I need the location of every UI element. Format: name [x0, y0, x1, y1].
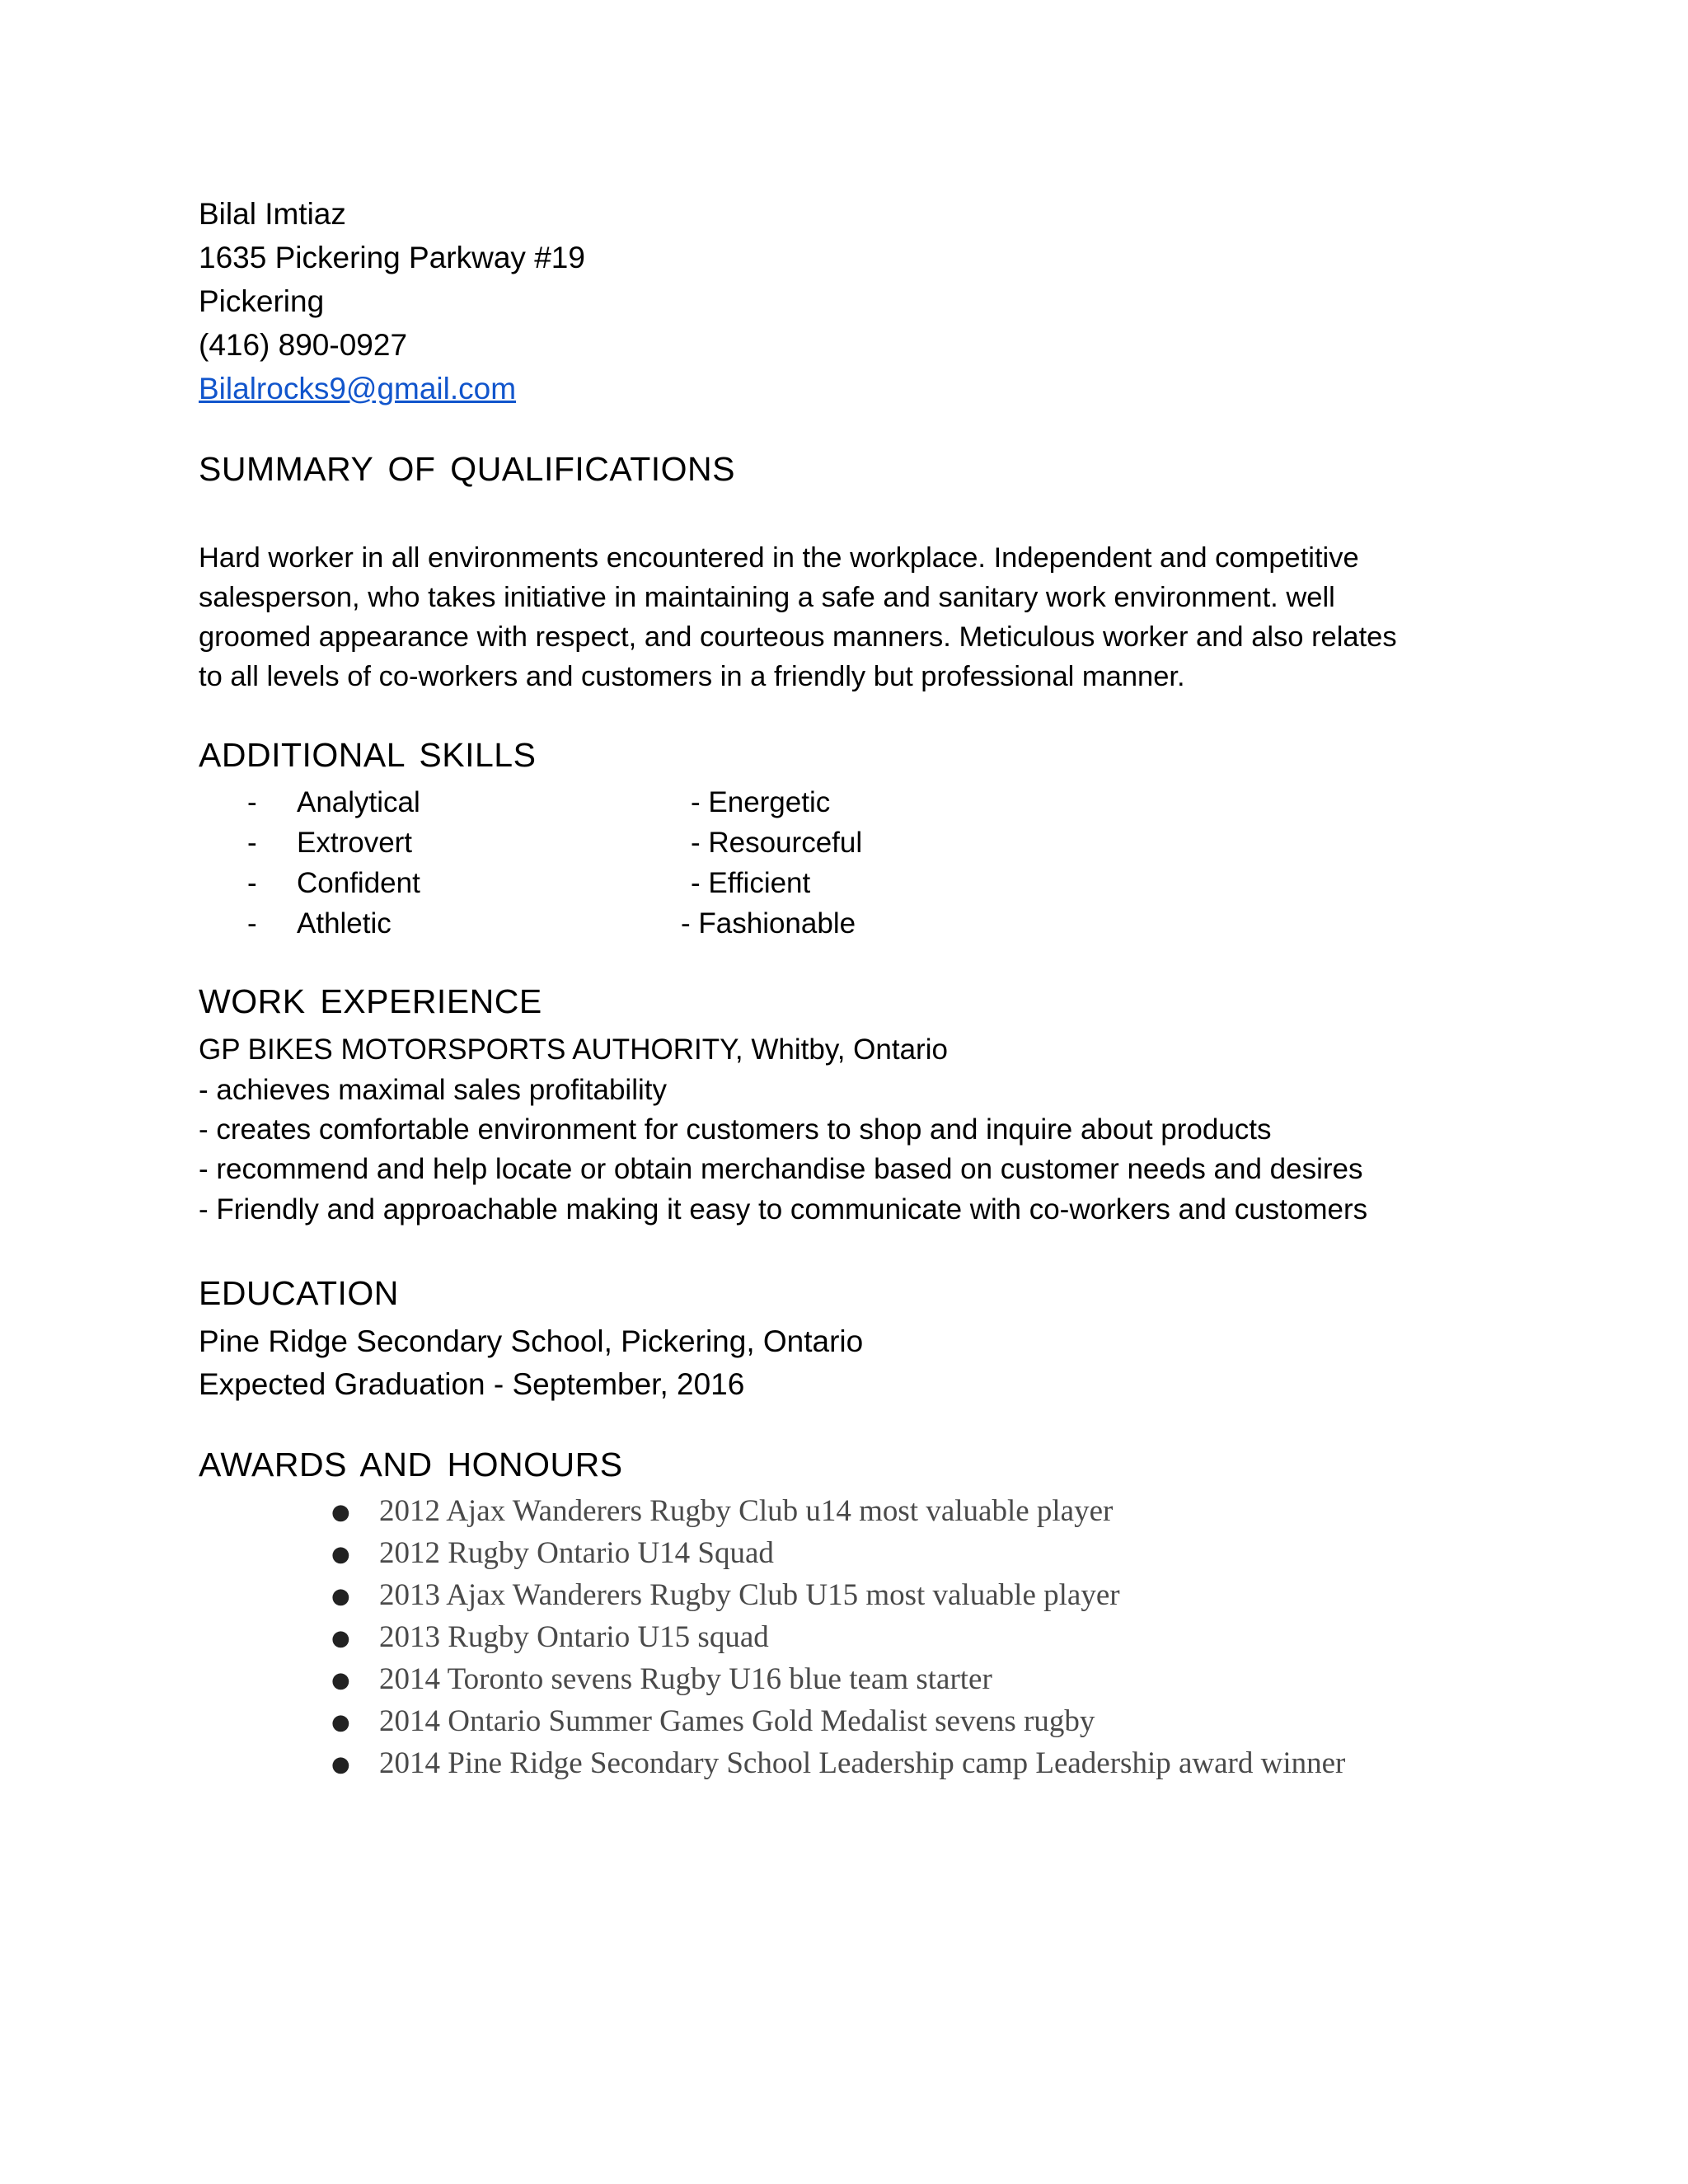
bullet-icon: ● — [331, 1542, 350, 1567]
work-employer: GP BIKES MOTORSPORTS AUTHORITY, Whitby, Ontario — [199, 1033, 948, 1066]
award-text: 2014 Toronto sevens Rugby U16 blue team starter — [379, 1662, 992, 1696]
award-text: 2013 Rugby Ontario U15 squad — [379, 1620, 769, 1654]
work-duty: - recommend and help locate or obtain merchandise based on customer needs and desires — [199, 1153, 1363, 1185]
skill-left: Confident — [297, 867, 420, 899]
contact-city: Pickering — [199, 284, 325, 318]
bullet-icon: ● — [331, 1710, 350, 1735]
award-text: 2014 Ontario Summer Games Gold Medalist sevens rugby — [379, 1704, 1095, 1738]
skill-right: - Fashionable — [681, 907, 856, 940]
education-school: Pine Ridge Secondary School, Pickering, Ontario — [199, 1324, 864, 1358]
contact-address: 1635 Pickering Parkway #19 — [199, 241, 585, 274]
skill-dash: - — [247, 867, 257, 899]
skill-left: Athletic — [297, 907, 392, 940]
skill-right: - Resourceful — [691, 827, 863, 859]
award-text: 2012 Ajax Wanderers Rugby Club u14 most valuable player — [379, 1494, 1114, 1528]
bullet-icon: ● — [331, 1500, 350, 1525]
skill-dash: - — [247, 827, 257, 859]
summary-line: groomed appearance with respect, and courteous manners. Meticulous worker and also relates — [199, 621, 1397, 653]
awards-heading: AWARDS AND HONOURS — [199, 1446, 623, 1483]
summary-line: Hard worker in all environments encountered in the workplace. Independent and competitive — [199, 542, 1359, 574]
bullet-icon: ● — [331, 1668, 350, 1693]
skills-heading: ADDITIONAL SKILLS — [199, 736, 537, 774]
contact-phone: (416) 890-0927 — [199, 328, 408, 362]
work-duty: - achieves maximal sales profitability — [199, 1074, 667, 1106]
education-graduation: Expected Graduation - September, 2016 — [199, 1367, 745, 1401]
summary-line: salesperson, who takes initiative in maintaining a safe and sanitary work environment. well — [199, 582, 1335, 613]
work-duty: - creates comfortable environment for customers to shop and inquire about products — [199, 1113, 1272, 1146]
education-heading: EDUCATION — [199, 1274, 399, 1312]
bullet-icon: ● — [331, 1584, 350, 1609]
skill-right: - Energetic — [691, 786, 831, 818]
work-heading: WORK EXPERIENCE — [199, 982, 542, 1020]
skill-left: Analytical — [297, 786, 420, 818]
skill-dash: - — [247, 907, 257, 940]
contact-name: Bilal Imtiaz — [199, 197, 346, 231]
award-text: 2012 Rugby Ontario U14 Squad — [379, 1536, 774, 1570]
award-text: 2013 Ajax Wanderers Rugby Club U15 most valuable player — [379, 1578, 1120, 1612]
bullet-icon: ● — [331, 1752, 350, 1777]
skill-dash: - — [247, 786, 257, 818]
summary-line: to all levels of co-workers and customers in a friendly but professional manner. — [199, 661, 1185, 692]
bullet-icon: ● — [331, 1626, 350, 1651]
summary-heading: SUMMARY OF QUALIFICATIONS — [199, 450, 735, 488]
skill-left: Extrovert — [297, 827, 413, 859]
contact-email-link[interactable]: Bilalrocks9@gmail.com — [199, 372, 517, 405]
work-duty: - Friendly and approachable making it easy to communicate with co-workers and customers — [199, 1193, 1368, 1226]
skill-right: - Efficient — [691, 867, 811, 899]
award-text: 2014 Pine Ridge Secondary School Leadership camp Leadership award winner — [379, 1746, 1346, 1780]
